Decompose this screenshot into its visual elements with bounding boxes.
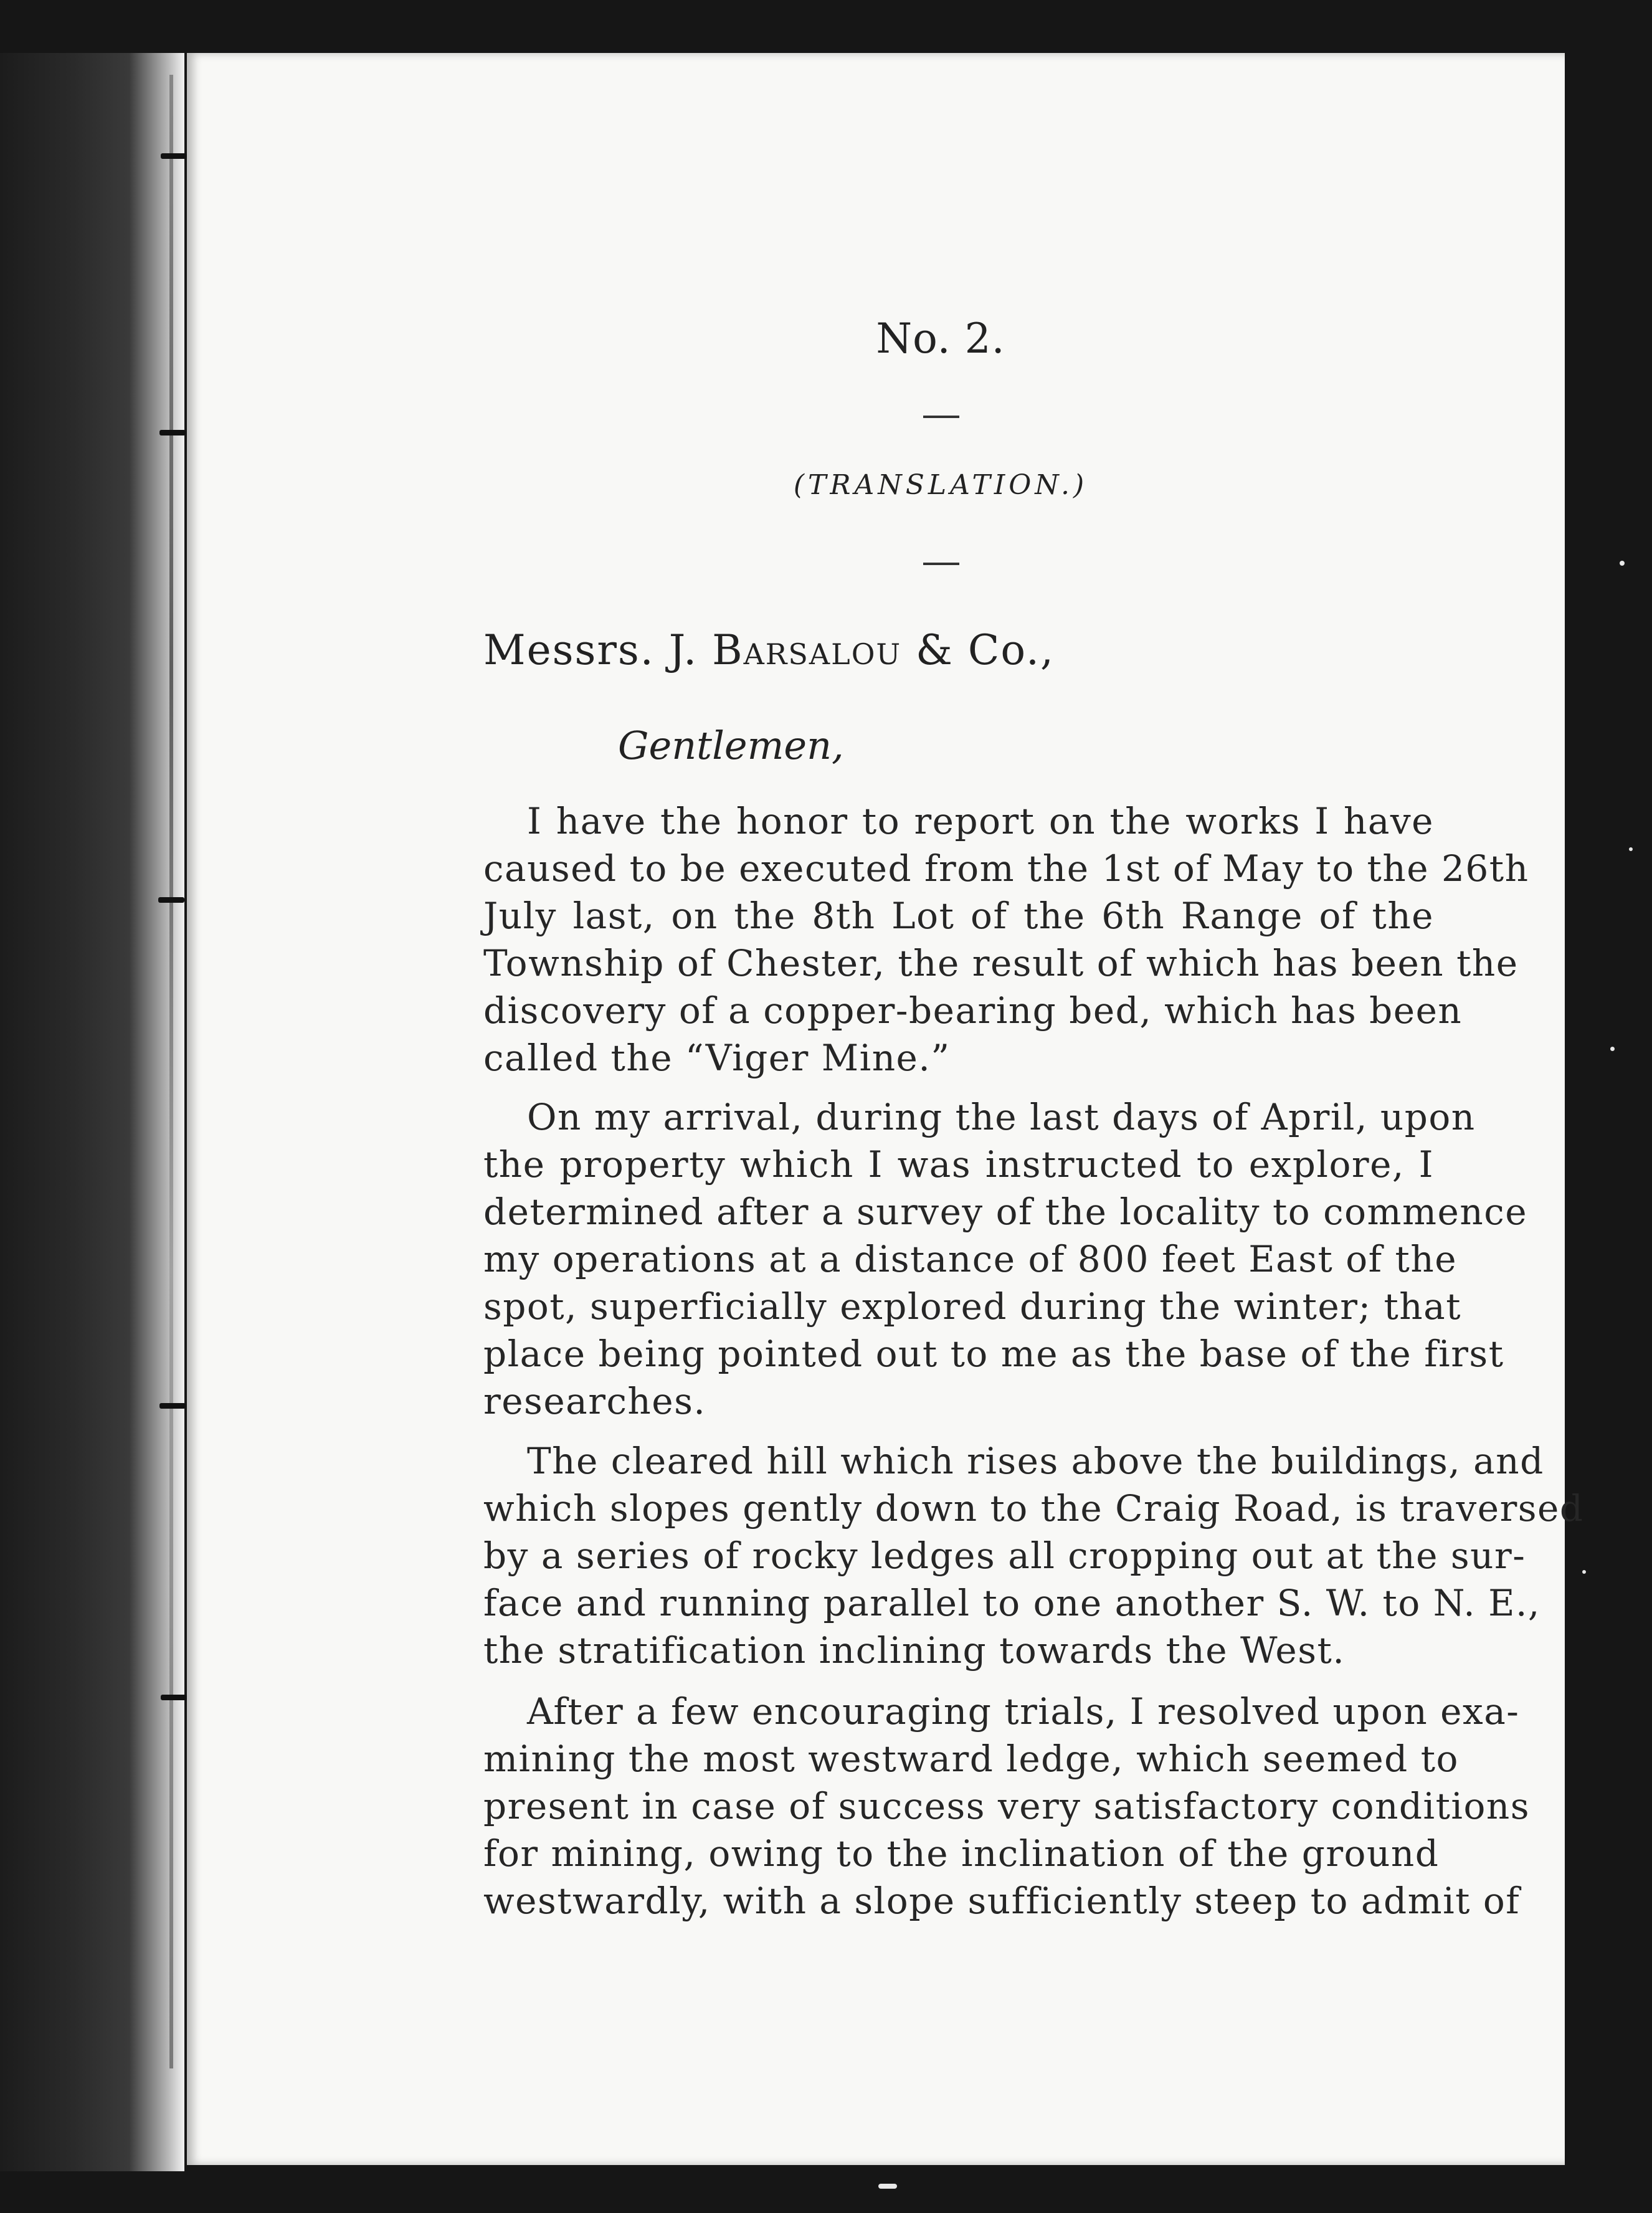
document-page	[187, 53, 1584, 2165]
page-heading: No. 2.	[876, 315, 1005, 363]
scan-speck	[1620, 561, 1625, 566]
paragraph-line: determined after a survey of the locality to commence	[483, 1191, 1528, 1233]
paragraph-line: by a series of rocky ledges all cropping out at the sur-	[483, 1535, 1526, 1577]
paragraph-line: place being pointed out to me as the base of the first	[483, 1333, 1504, 1375]
paragraph-line: face and running parallel to one another S. W. to N. E.,	[483, 1582, 1540, 1624]
paragraph-line: Township of Chester, the result of which has been the	[483, 942, 1519, 984]
paragraph-line: researches.	[483, 1380, 706, 1422]
paragraph-line: The cleared hill which rises above the buildings, and	[527, 1440, 1544, 1482]
salutation-suffix: & Co.,	[901, 626, 1055, 674]
translation-rule	[923, 563, 959, 565]
paragraph-line: the stratification inclining towards the West.	[483, 1629, 1346, 1672]
salutation-line	[483, 626, 1055, 674]
paragraph-line: discovery of a copper-bearing bed, which has been	[483, 989, 1463, 1032]
binding-stitch	[159, 1403, 186, 1409]
heading-rule	[923, 416, 959, 418]
paragraph-line: present in case of success very satisfactory conditions	[483, 1785, 1530, 1827]
paragraph-line: my operations at a distance of 800 feet East of the	[483, 1238, 1458, 1280]
paragraph-line: July last, on the 8th Lot of the 6th Range of the	[483, 895, 1434, 937]
paragraph-line: mining the most westward ledge, which seemed to	[483, 1738, 1459, 1780]
binding-stitch	[161, 1695, 187, 1700]
binding-spine	[169, 75, 173, 2068]
paragraph-line: caused to be executed from the 1st of May to the 26th	[483, 847, 1529, 890]
paragraph-line: westwardly, with a slope sufficiently steep to admit of	[483, 1880, 1521, 1922]
binding-stitch	[161, 153, 187, 159]
paragraph-line: I have the honor to report on the works I have	[527, 800, 1434, 842]
translation-label: (TRANSLATION.)	[793, 469, 1088, 501]
scan-speck	[1582, 1570, 1586, 1574]
scan-speck	[1610, 1047, 1615, 1051]
binding-stitch	[158, 897, 184, 903]
facing-page-edge	[0, 53, 184, 2171]
binding-stitch	[159, 430, 186, 435]
paragraph-line: for mining, owing to the inclination of the ground	[483, 1832, 1440, 1875]
page-content	[187, 53, 1584, 2165]
salutation-name: Barsalou	[712, 626, 902, 674]
paragraph-line: On my arrival, during the last days of April, upon	[527, 1096, 1476, 1138]
greeting: Gentlemen,	[618, 723, 844, 768]
paragraph-line: called the “Viger Mine.”	[483, 1037, 951, 1079]
paragraph-line: spot, superficially explored during the winter; that	[483, 1285, 1461, 1328]
paragraph-line: After a few encouraging trials, I resolved upon exa-	[527, 1690, 1520, 1733]
paragraph-line: the property which I was instructed to explore, I	[483, 1143, 1434, 1186]
paragraph-line: which slopes gently down to the Craig Road, is traversed	[483, 1487, 1584, 1530]
scan-speck	[1629, 847, 1633, 851]
salutation-prefix: Messrs. J.	[483, 626, 713, 674]
scan-speck	[878, 2184, 897, 2189]
